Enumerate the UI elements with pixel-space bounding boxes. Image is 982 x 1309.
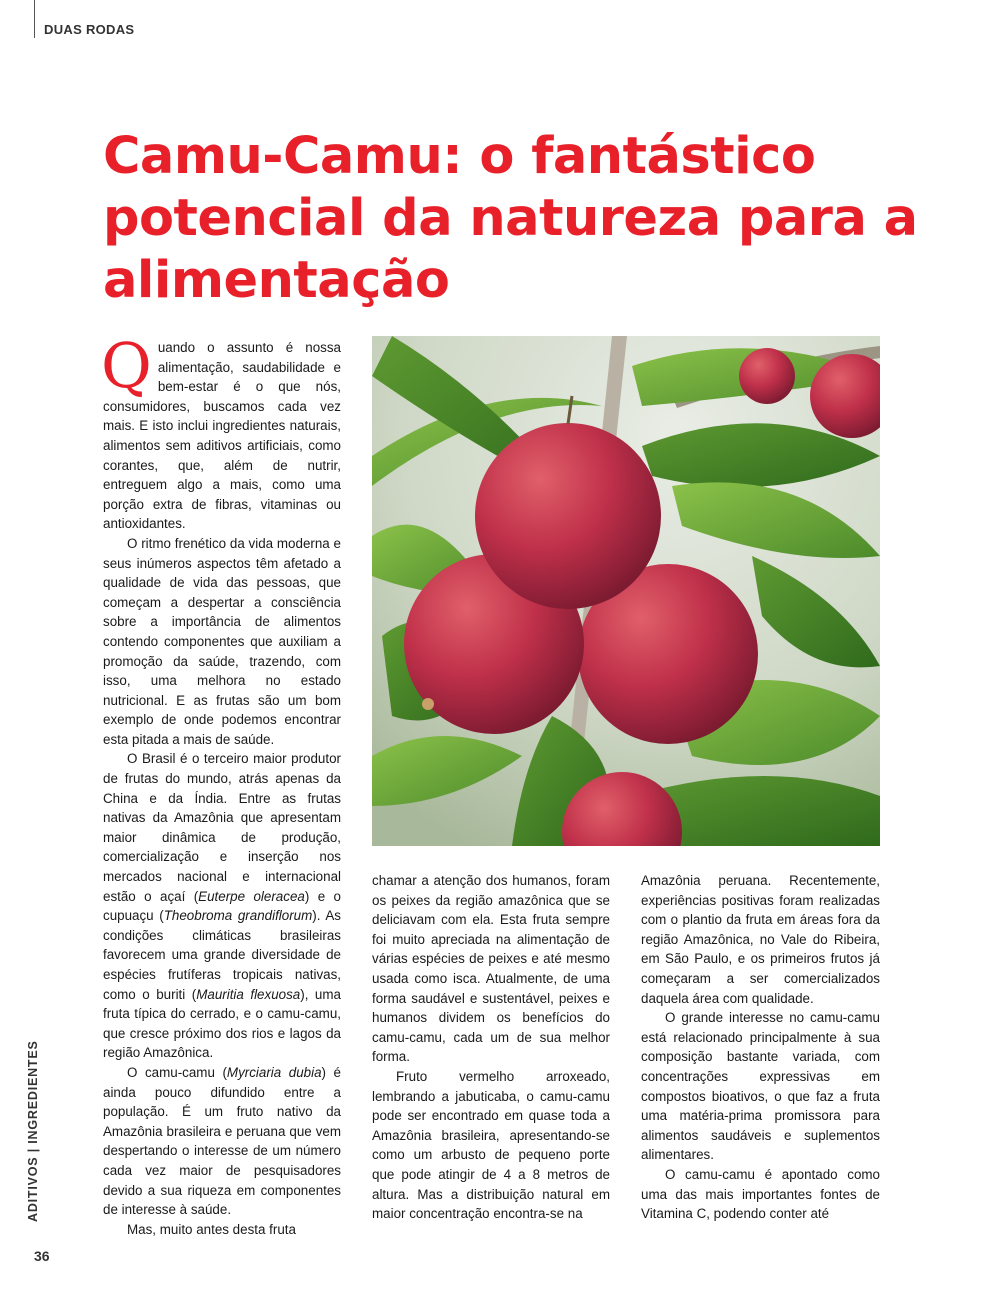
article-title: Camu-Camu: o fantástico potencial da natureza para a alimentação: [103, 127, 918, 310]
paragraph-10: O camu-camu é apontado como uma das mais importantes fontes de Vitamina C, podendo conter até: [641, 1166, 880, 1222]
paragraph-4: O camu-camu (Myrciaria dubia) é ainda pouco difundido entre a população. É um fruto nativo da Amazônia brasileira e peruana que vem despertando o interesse de um número cada vez maior de pesquisadores devido a sua riqueza em componentes de interesse à saúde.: [103, 1064, 341, 1218]
page-number: 36: [34, 1248, 50, 1264]
paragraph-8: Amazônia peruana. Recentemente, experiências positivas foram realizadas com o plantio da fruta em áreas fora da região Amazônica, no Vale do Ribeira, em São Paulo, e os primeiros frutos já começaram a ser comercializados daquela área com qualidade.: [641, 873, 880, 1006]
paragraph-3: O Brasil é o terceiro maior produtor de frutas do mundo, atrás apenas da China e da Índia. Entre as frutas nativas da Amazônia que apresentam maior dinâmica de produção, comercialização e inserção nos mercados nacional e internacional estão o açaí (Euterpe oleracea) e o cupuaçu (Theobroma grandiflorum). As condições climáticas brasileiras favorecem uma grande diversidade de espécies frutíferas tropicais nativas, como o buriti (Mauritia flexuosa), uma fruta típica do cerrado, e o camu-camu, que cresce próximo dos rios e lagos da região Amazônica.: [103, 751, 341, 1061]
paragraph-5: Mas, muito antes desta fruta: [127, 1221, 296, 1237]
paragraph-7: Fruto vermelho arroxeado, lembrando a jabuticaba, o camu-camu pode ser encontrado em quase toda a Amazônia brasileira, apresentando-se como um arbusto de pequeno porte que pode atingir de 4 a 8 metros de altura. Mas a distribuição natural em maior concentração encontra-se na: [372, 1068, 610, 1222]
section-label: DUAS RODAS: [44, 22, 135, 37]
article-column-3: [641, 871, 880, 1224]
paragraph-9: O grande interesse no camu-camu está relacionado principalmente à sua composição bastante variada, com concentrações expressivas em compostos bioativos, o que faz a fruta uma matéria-prima promissora para alimentos saudáveis e suplementos alimentares.: [641, 1010, 880, 1163]
paragraph-1: Quando o assunto é nossa alimentação, saudabilidade e bem-estar é o que nós, consumidores, buscamos cada vez mais. E isto inclui ingredientes naturais, alimentos sem aditivos artificiais, como corantes, que, além de nutrir, entreguem algo a mais, como uma porção extra de fibras, vitaminas ou antioxidantes.: [101, 329, 341, 532]
header-rule: [34, 0, 35, 38]
camu-camu-photo: [372, 336, 880, 846]
fruit-top: [475, 423, 661, 609]
article-column-1: [101, 329, 341, 1239]
drop-cap: Q: [101, 329, 152, 402]
paragraph-2: O ritmo frenético da vida moderna e seus inúmeros aspectos têm afetado a qualidade de vida das pessoas, que começam a despertar a consciência sobre a importância de alimentos contendo componentes que auxiliam a promoção da saúde, trazendo, com isso, uma melhora no estado nutricional. E as frutas são um bom exemplo de onde podemos encontrar esta pitada a mais de saúde.: [103, 535, 341, 747]
article-column-2: [372, 871, 610, 1224]
paragraph-6: chamar a atenção dos humanos, foram os peixes da região amazônica que se deliciavam com ela. Esta fruta sempre foi muito apreciada na alimentação de várias espécies de peixes e até mesmo usada como isca. Atualmente, de uma forma saudável e sustentável, peixes e humanos dividem os benefícios do camu-camu, cada um de sua melhor forma.: [372, 873, 610, 1065]
side-section-label: ADITIVOS | INGREDIENTES: [26, 1040, 40, 1222]
